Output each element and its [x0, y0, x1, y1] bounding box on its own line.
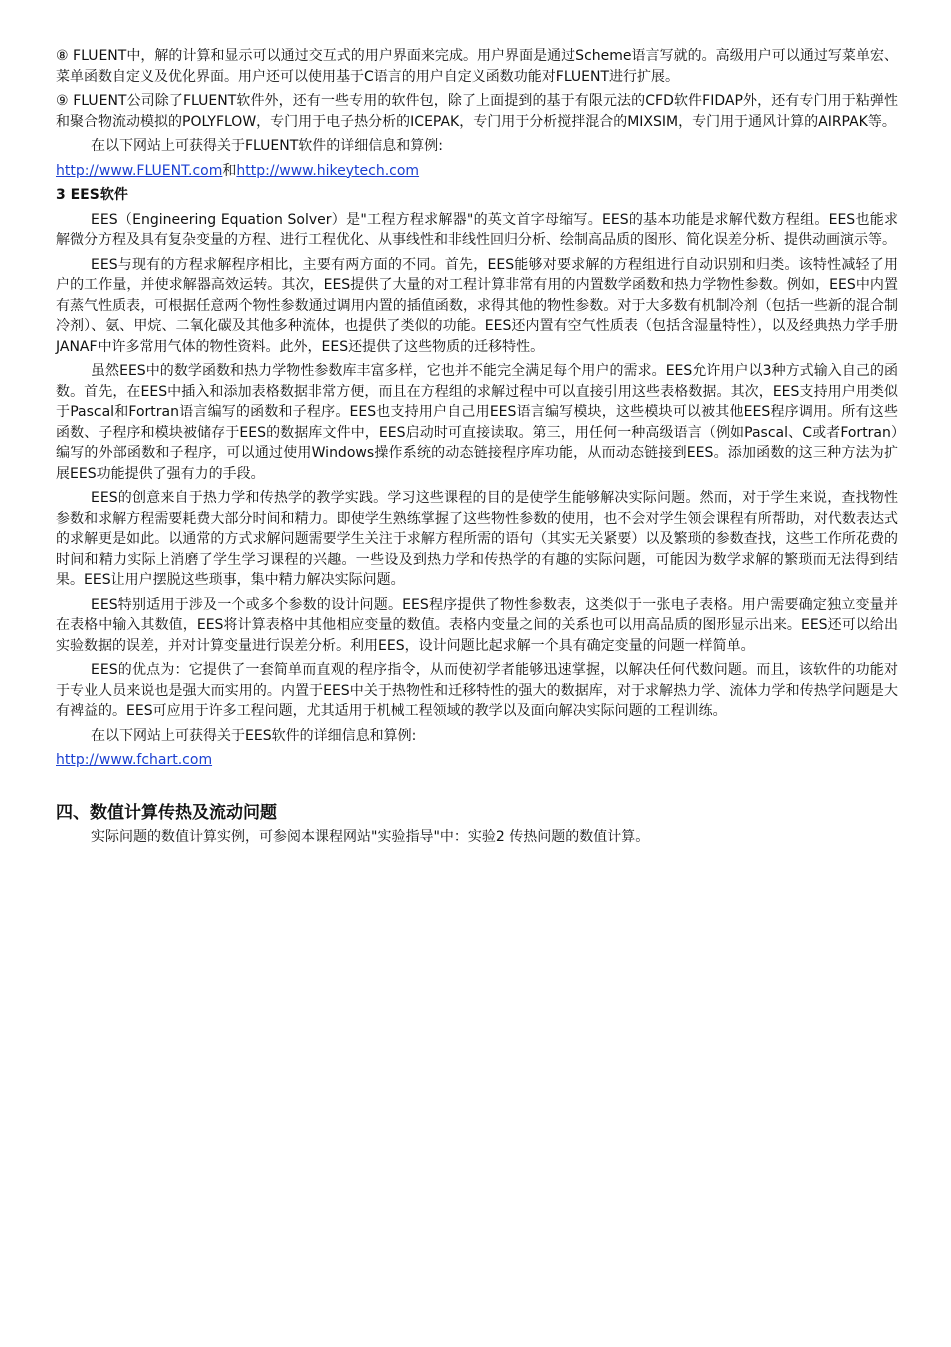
section-heading-ees: 3 EES软件: [56, 187, 128, 203]
numerical-paragraph: 实际问题的数值计算实例，可参阅本课程网站"实验指导"中：实验2 传热问题的数值计算。: [91, 828, 650, 845]
fchart-website-link[interactable]: http://www.fchart.com: [56, 752, 213, 768]
list-item-8: ⑧ FLUENT中，解的计算和显示可以通过交互式的用户界面来完成。用户界面是通过Scheme语言写就的。高级用户可以通过写菜单宏、菜单函数自定义及优化界面。用户还可以使用基于C语言的用户自定义函数功能对FLUENT进行扩展。: [56, 48, 898, 85]
ees-paragraph-2: EES与现有的方程求解程序相比，主要有两方面的不同。首先，EES能够对要求解的方程组进行自动识别和归类。该特性减轻了用户的工作量，并使求解器高效运转。其次，EES提供了大量的对工程计算非常有用的内置数学函数和热力学物性参数。例如，EES中内置有蒸气性质表，可根据任意两个物性参数通过调用内置的插值函数，求得其他的物性参数。对于大多数有机制冷剂（包括一些新的混合制冷剂）、氨、甲烷、二氧化碳及其他多种流体，也提供了类似的功能。EES还内置有空气性质表（包括含湿量特性），以及经典热力学手册JANAF中许多常用气体的物性资料。此外，EES还提供了这些物质的迁移特性。: [56, 256, 898, 355]
ees-links-line: [56, 750, 898, 771]
ees-paragraph-1: EES（Engineering Equation Solver）是"工程方程求解器"的英文首字母缩写。EES的基本功能是求解代数方程组。EES也能求解微分方程及具有复杂变量的方程、进行工程优化、从事线性和非线性回归分析、绘制高品质的图形、简化误差分析、提供动画演示等。: [56, 211, 898, 248]
list-item-9: ⑨ FLUENT公司除了FLUENT软件外，还有一些专用的软件包，除了上面提到的基于有限元法的CFD软件FIDAP外，还有专门用于粘弹性和聚合物流动模拟的POLYFLOW，专门用于电子热分析的ICEPAK，专门用于分析搅拌混合的MIXSIM，专门用于通风计算的AIRPAK等。: [56, 93, 898, 130]
hikeytech-website-link[interactable]: http://www.hikeytech.com: [236, 162, 420, 179]
ees-links-intro: 在以下网站上可获得关于EES软件的详细信息和算例:: [91, 727, 417, 744]
ees-paragraph-4: EES的创意来自于热力学和传热学的教学实践。学习这些课程的目的是使学生能够解决实际问题。然而，对于学生来说，查找物性参数和求解方程需要耗费大部分时间和精力。即使学生熟练掌握了这些物性参数的使用，也不会对学生领会课程有所帮助，对代数表达式的求解更是如此。以通常的方式求解问题需要学生关注于求解方程所需的语句（其实无关紧要）以及繁琐的参数查找，这些工作所花费的时间和精力实际上消磨了学生学习课程的兴趣。一些设及到热力学和传热学的有趣的实际问题，可能因为数学求解的繁琐而无法得到结果。EES让用户摆脱这些琐事，集中精力解决实际问题。: [56, 490, 898, 588]
section-heading-numerical: 四、数值计算传热及流动问题: [56, 802, 277, 823]
ees-paragraph-3: 虽然EES中的数学函数和热力学物性参数库丰富多样，它也并不能完全满足每个用户的需求。EES允许用户以3种方式输入自己的函数。首先，在EES中插入和添加表格数据非常方便，而且在方程组的求解过程中可以直接引用这些表格数据。其次，EES支持用户用类似于Pascal和Fortran语言编写的函数和子程序。EES也支持用户自己用EES语言编写模块，这些模块可以被其他EES程序调用。所有这些函数、子程序和模块被储存于EES的数据库文件中，EES启动时可直接读取。第三，用任何一种高级语言（例如Pascal、C或者Fortran）编写的外部函数和子程序，可以通过使用Windows操作系统的动态链接程序库功能，从而动态链接到EES。添加函数的这三种方法为扩展EES功能提供了强有力的手段。: [56, 363, 898, 482]
fluent-links-intro: 在以下网站上可获得关于FLUENT软件的详细信息和算例:: [91, 138, 443, 154]
document-page: [56, 46, 898, 851]
ees-paragraph-5: EES特别适用于涉及一个或多个参数的设计问题。EES程序提供了物性参数表，这类似于一张电子表格。用户需要确定独立变量并在表格中输入其数值，EES将计算表格中其他相应变量的数值。表格内变量之间的关系也可以用高品质的图形显示出来。EES还可以给出实验数据的误差，并对计算变量进行误差分析。利用EES，设计问题比起求解一个具有确定变量的问题一样简单。: [56, 596, 898, 654]
links-joiner: 和: [222, 162, 237, 179]
fluent-links-line: [56, 161, 898, 182]
ees-paragraph-6: EES的优点为：它提供了一套简单而直观的程序指令，从而使初学者能够迅速掌握，以解决任何代数问题。而且，该软件的功能对于专业人员来说也是强大而实用的。内置于EES中关于热物性和迁移特性的强大的数据库，对于求解热力学、流体力学和传热学问题是大有裨益的。EES可应用于许多工程问题，尤其适用于机械工程领域的教学以及面向解决实际问题的工程训练。: [56, 662, 898, 719]
fluent-website-link[interactable]: http://www.FLUENT.com: [56, 162, 223, 179]
